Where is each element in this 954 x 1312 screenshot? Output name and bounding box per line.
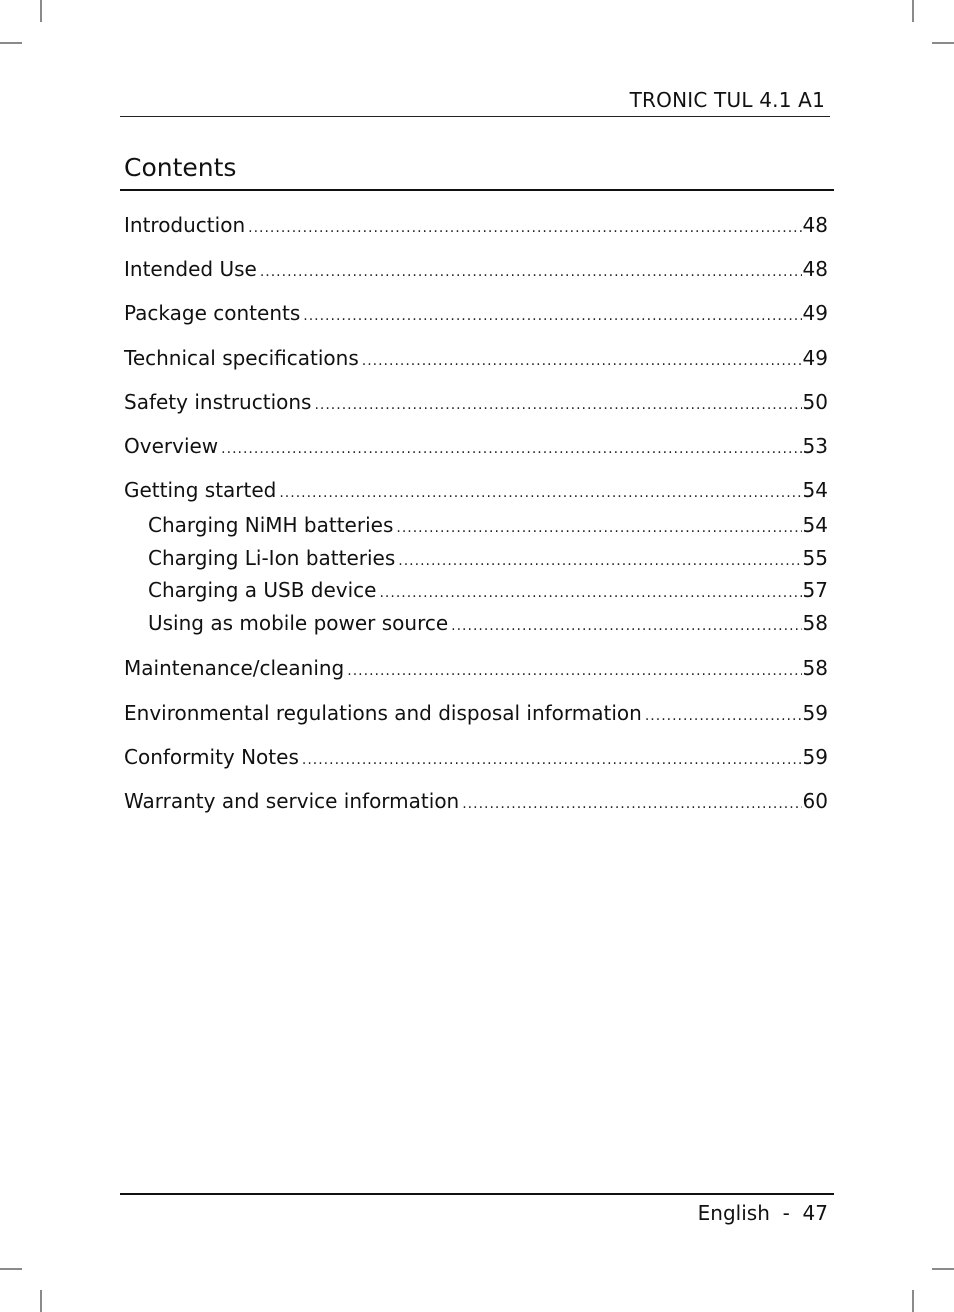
toc-entry[interactable]: [124, 653, 828, 697]
footer-separator: -: [782, 1201, 790, 1225]
toc-entry-page: 49: [802, 345, 828, 370]
crop-mark: [932, 1268, 954, 1270]
dot-leader: [347, 656, 801, 686]
crop-mark: [912, 1290, 914, 1312]
toc-entry[interactable]: [124, 698, 828, 742]
toc-entry-page: 49: [802, 301, 828, 326]
dot-leader: [645, 701, 802, 731]
toc-entry-page: 48: [802, 213, 828, 237]
toc-entry-page: 55: [802, 545, 828, 570]
footer-language: English: [697, 1201, 770, 1225]
toc-entry-label: Overview: [124, 433, 219, 458]
toc-entry[interactable]: [124, 511, 828, 544]
dot-leader: [451, 612, 801, 640]
toc-entry-page: 58: [802, 656, 828, 681]
dot-leader: [302, 745, 802, 775]
heading-rule: [120, 189, 834, 191]
toc-entry-label: Using as mobile power source: [148, 610, 449, 635]
toc-entry[interactable]: [124, 298, 828, 342]
dot-leader: [221, 434, 801, 464]
toc-entry-label: Technical specifications: [124, 345, 359, 370]
toc-entry-page: 54: [802, 513, 828, 538]
page-header: [120, 84, 830, 117]
toc-entry-label: Charging Li-Ion batteries: [148, 545, 396, 570]
toc-entry[interactable]: [124, 742, 828, 786]
crop-mark: [40, 0, 42, 22]
toc-entry-page: 58: [802, 610, 828, 635]
crop-mark: [932, 42, 954, 44]
product-name: TRONIC TUL 4.1 A1: [629, 88, 825, 112]
dot-leader: [362, 346, 802, 376]
toc-entry-label: Introduction: [124, 213, 246, 237]
footer-rule: [120, 1193, 834, 1195]
toc-entry[interactable]: [124, 576, 828, 609]
dot-leader: [396, 514, 801, 542]
toc-entry[interactable]: [124, 544, 828, 577]
toc-entry[interactable]: [124, 786, 828, 830]
toc-entry-label: Charging a USB device: [148, 578, 377, 603]
toc-entry-label: Safety instructions: [124, 389, 312, 414]
crop-mark: [0, 1268, 22, 1270]
page-footer: [698, 1201, 828, 1225]
toc-entry[interactable]: [124, 431, 828, 475]
dot-leader: [279, 478, 801, 508]
dot-leader: [462, 789, 801, 819]
toc-entry-label: Charging NiMH batteries: [148, 513, 394, 538]
table-of-contents: [124, 210, 828, 830]
contents-heading: Contents: [124, 153, 237, 182]
toc-entry-page: 50: [802, 389, 828, 414]
toc-entry[interactable]: [124, 343, 828, 387]
toc-entry[interactable]: [124, 254, 828, 298]
toc-entry-page: 57: [802, 578, 828, 603]
page-number: 47: [802, 1201, 828, 1225]
crop-mark: [40, 1290, 42, 1312]
dot-leader: [303, 301, 801, 331]
dot-leader: [248, 213, 801, 243]
dot-leader: [314, 390, 801, 420]
toc-entry-page: 54: [802, 478, 828, 503]
toc-entry-label: Getting started: [124, 478, 277, 503]
toc-entry[interactable]: [124, 609, 828, 642]
toc-entry-page: 59: [802, 744, 828, 769]
crop-mark: [0, 42, 22, 44]
dot-leader: [260, 257, 802, 287]
toc-entry-page: 48: [802, 257, 828, 282]
toc-entry-label: Environmental regulations and disposal information: [124, 700, 642, 725]
toc-entry-page: 53: [802, 433, 828, 458]
crop-mark: [912, 0, 914, 22]
toc-entry[interactable]: [124, 210, 828, 254]
toc-entry-label: Package contents: [124, 301, 301, 326]
toc-entry-label: Warranty and service information: [124, 788, 460, 813]
toc-entry-page: 60: [802, 788, 828, 813]
toc-entry-label: Maintenance/cleaning: [124, 656, 345, 681]
toc-entry[interactable]: [124, 387, 828, 431]
toc-entry-label: Intended Use: [124, 257, 257, 282]
toc-entry-label: Conformity Notes: [124, 744, 299, 769]
dot-leader: [398, 547, 801, 575]
dot-leader: [379, 579, 801, 607]
toc-entry-page: 59: [802, 700, 828, 725]
